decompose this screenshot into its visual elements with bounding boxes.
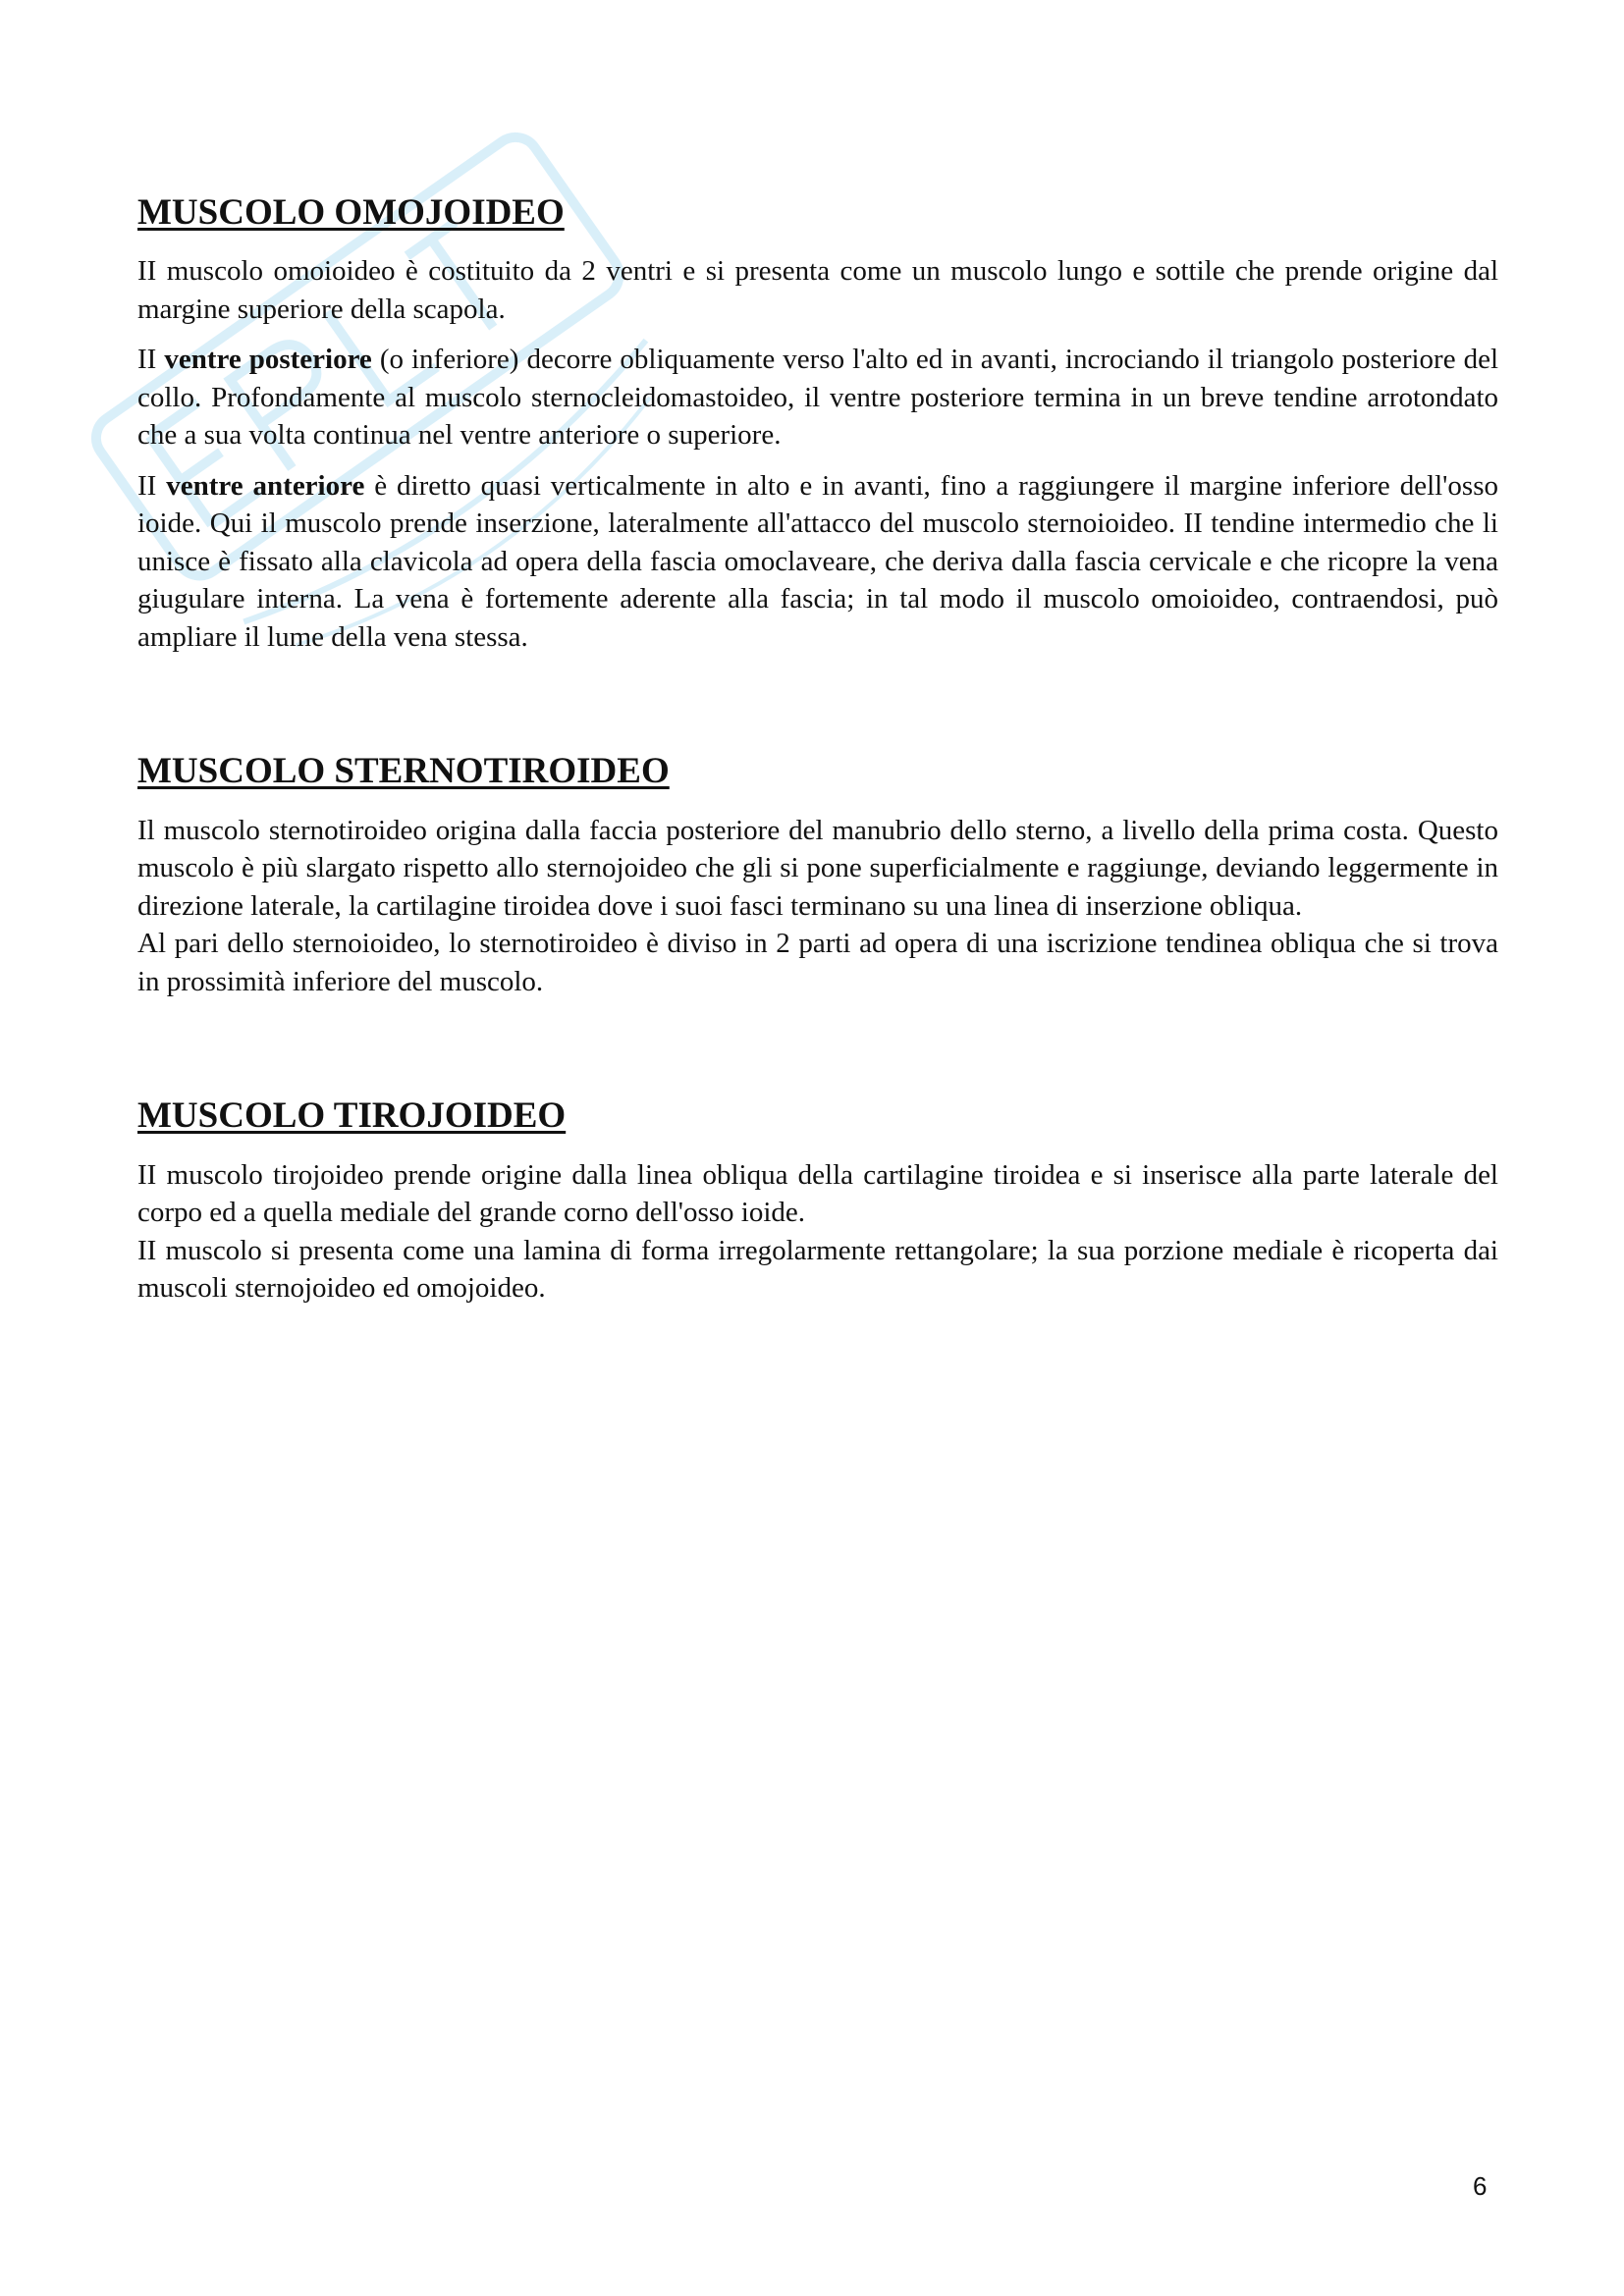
- paragraph-ventre-anteriore: [137, 467, 1498, 657]
- paragraph-ventre-posteriore: [137, 341, 1498, 454]
- page-number: 6: [1473, 2171, 1488, 2201]
- term-ventre-anteriore: ventre anteriore: [166, 469, 365, 502]
- document-page: [137, 191, 1498, 1308]
- paragraph-omojoideo-intro: II muscolo omoioideo è costituito da 2 ventri e si presenta come un muscolo lungo e sottile che prende origine dal margine superiore della scapola.: [137, 255, 1498, 325]
- paragraph-prefix: II: [137, 344, 165, 376]
- paragraph-prefix: II: [137, 469, 167, 502]
- section-tirojoideo: [137, 1095, 1498, 1307]
- paragraph-text: è diretto quasi verticalmente in alto e in avanti, fino a raggiungere il margine inferiore dell'osso ioide. Qui il muscolo prende inserzione, lateralmente all'attacco del muscolo sternoioideo. II tendine intermedio che li unisce è fissato alla clavicola ad opera della fascia omoclaveare, che deriva dalla fascia cervicale e che ricopre la vena giugulare interna. La vena è fortemente aderente alla fascia; in tal modo il muscolo omoioideo, contraendosi, può ampliare il lume della vena stessa.: [137, 469, 1498, 653]
- paragraph-tirojoideo-origin: II muscolo tirojoideo prende origine dalla linea obliqua della cartilagine tiroidea e si inserisce alla parte laterale del corpo ed a quella mediale del grande corno dell'osso ioide.: [137, 1158, 1498, 1229]
- paragraph-tirojoideo-shape: II muscolo si presenta come una lamina di forma irregolarmente rettangolare; la sua porzione mediale è ricoperta dai muscoli sternojoideo ed omojoideo.: [137, 1234, 1498, 1305]
- term-ventre-posteriore: ventre posteriore: [164, 344, 372, 376]
- section-omojoideo: [137, 191, 1498, 656]
- section-sternotiroideo: [137, 750, 1498, 1000]
- heading-tirojoideo: MUSCOLO TIROJOIDEO: [137, 1095, 567, 1137]
- heading-omojoideo: MUSCOLO OMOJOIDEO: [137, 192, 565, 233]
- paragraph-text: (o inferiore) decorre obliquamente verso l'alto ed in avanti, incrociando il triangolo posteriore del collo. Profondamente al muscolo sternocleidomastoideo, il ventre posteriore termina in un breve tendine arrotondato che a sua volta continua nel ventre anteriore o superiore.: [137, 344, 1499, 452]
- paragraph-sternotiroideo-division: Al pari dello sternoioideo, lo sternotiroideo è diviso in 2 parti ad opera di una iscrizione tendinea obliqua che si trova in prossimità inferiore del muscolo.: [137, 928, 1498, 997]
- paragraph-sternotiroideo-origin: Il muscolo sternotiroideo origina dalla faccia posteriore del manubrio dello sterno, a livello della prima costa. Questo muscolo è più slargato rispetto allo sternojoideo che gli si pone superficialmente e raggiunge, deviando leggermente in direzione laterale, la cartilagine tiroidea dove i suoi fasci terminano su una linea di inserzione obliqua.: [137, 814, 1498, 922]
- heading-sternotiroideo: MUSCOLO STERNOTIROIDEO: [137, 751, 670, 792]
